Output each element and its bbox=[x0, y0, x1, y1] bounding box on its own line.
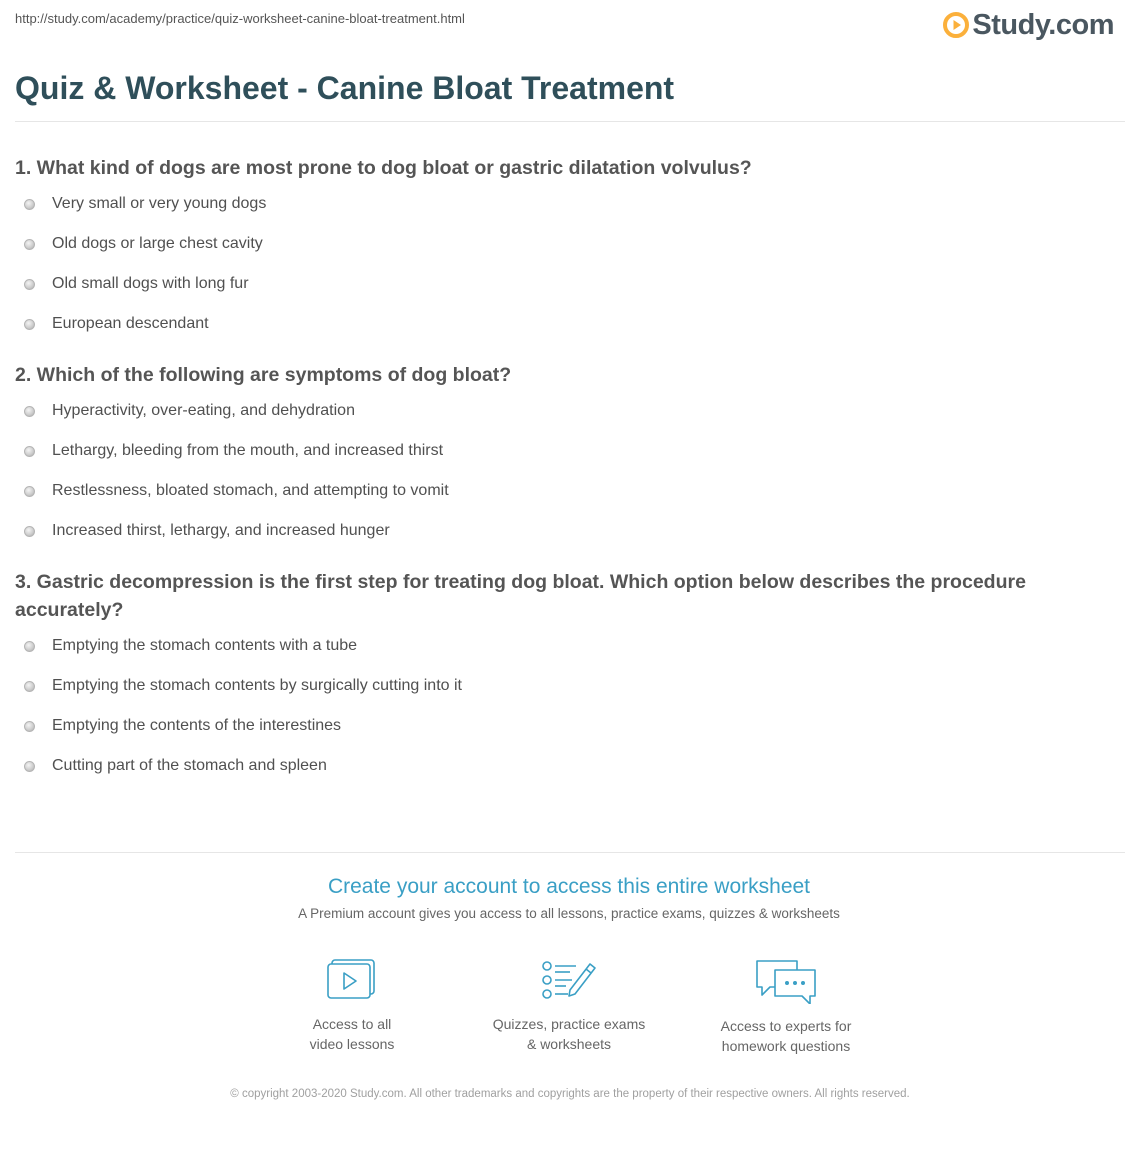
radio-button[interactable] bbox=[24, 239, 35, 250]
answer-option[interactable] bbox=[15, 431, 1100, 471]
answer-option[interactable] bbox=[15, 666, 1100, 706]
question-text: 1. What kind of dogs are most prone to dog bloat or gastric dilatation volvulus? bbox=[15, 157, 752, 179]
answer-label: Old small dogs with long fur bbox=[52, 275, 249, 292]
question-text: 2. Which of the following are symptoms of dog bloat? bbox=[15, 364, 512, 386]
radio-button[interactable] bbox=[24, 446, 35, 457]
answer-options bbox=[15, 391, 1100, 551]
logo-text: Study.com bbox=[972, 8, 1114, 41]
answer-label: Emptying the stomach contents by surgically cutting into it bbox=[52, 677, 462, 694]
answer-label: Old dogs or large chest cavity bbox=[52, 235, 263, 252]
feature-video-lessons bbox=[252, 958, 452, 1054]
header-divider bbox=[15, 121, 1125, 122]
question-list bbox=[15, 154, 1100, 786]
feature-label-line2: & worksheets bbox=[526, 1036, 612, 1052]
answer-label: Very small or very young dogs bbox=[52, 195, 267, 212]
answer-option[interactable] bbox=[15, 264, 1100, 304]
answer-label: Lethargy, bleeding from the mouth, and increased thirst bbox=[52, 442, 444, 459]
play-circle-icon bbox=[943, 12, 969, 38]
page-title: Quiz & Worksheet - Canine Bloat Treatment bbox=[15, 70, 675, 106]
answer-label: Hyperactivity, over-eating, and dehydration bbox=[52, 402, 355, 419]
answer-label: Emptying the contents of the interestines bbox=[52, 717, 342, 734]
feature-label-line1: Access to experts for bbox=[720, 1018, 852, 1034]
question-1 bbox=[15, 154, 1100, 344]
answer-label: Restlessness, bloated stomach, and attempting to vomit bbox=[52, 482, 449, 499]
cta-subtitle: A Premium account gives you access to all lessons, practice exams, quizzes & worksheets bbox=[298, 906, 840, 921]
radio-button[interactable] bbox=[24, 319, 35, 330]
chat-bubbles-icon bbox=[754, 958, 818, 1004]
radio-button[interactable] bbox=[24, 681, 35, 692]
answer-option[interactable] bbox=[15, 391, 1100, 431]
radio-button[interactable] bbox=[24, 721, 35, 732]
answer-option[interactable] bbox=[15, 184, 1100, 224]
radio-button[interactable] bbox=[24, 761, 35, 772]
answer-label: Cutting part of the stomach and spleen bbox=[52, 757, 327, 774]
quiz-checklist-icon bbox=[540, 958, 598, 1002]
question-3 bbox=[15, 568, 1100, 786]
copyright-footer: © copyright 2003-2020 Study.com. All other trademarks and copyrights are the property of their respective owners. All rights reserved. bbox=[230, 1088, 910, 1100]
study-logo[interactable] bbox=[943, 8, 1114, 42]
radio-button[interactable] bbox=[24, 486, 35, 497]
question-2 bbox=[15, 361, 1100, 551]
cta-divider bbox=[15, 852, 1125, 853]
answer-option[interactable] bbox=[15, 626, 1100, 666]
radio-button[interactable] bbox=[24, 641, 35, 652]
feature-quizzes bbox=[469, 958, 669, 1054]
answer-option[interactable] bbox=[15, 304, 1100, 344]
answer-option[interactable] bbox=[15, 471, 1100, 511]
answer-label: European descendant bbox=[52, 315, 209, 332]
radio-button[interactable] bbox=[24, 279, 35, 290]
page-url: http://study.com/academy/practice/quiz-worksheet-canine-bloat-treatment.html bbox=[15, 11, 465, 26]
answer-option[interactable] bbox=[15, 511, 1100, 551]
answer-option[interactable] bbox=[15, 224, 1100, 264]
answer-options bbox=[15, 184, 1100, 344]
radio-button[interactable] bbox=[24, 526, 35, 537]
feature-label-line1: Quizzes, practice exams bbox=[492, 1016, 646, 1032]
cta-title[interactable]: Create your account to access this entire worksheet bbox=[327, 875, 811, 898]
question-text: 3. Gastric decompression is the first step for treating dog bloat. Which option below describes the procedure accurately? bbox=[15, 571, 1026, 621]
answer-options bbox=[15, 626, 1100, 786]
answer-label: Increased thirst, lethargy, and increased hunger bbox=[52, 522, 390, 539]
feature-label-line2: video lessons bbox=[309, 1036, 395, 1052]
feature-label-line1: Access to all bbox=[312, 1016, 392, 1032]
answer-label: Emptying the stomach contents with a tube bbox=[52, 637, 358, 654]
radio-button[interactable] bbox=[24, 406, 35, 417]
feature-experts bbox=[686, 958, 886, 1056]
video-lesson-icon bbox=[325, 958, 379, 1002]
feature-label-line2: homework questions bbox=[721, 1038, 851, 1054]
answer-option[interactable] bbox=[15, 706, 1100, 746]
radio-button[interactable] bbox=[24, 199, 35, 210]
answer-option[interactable] bbox=[15, 746, 1100, 786]
